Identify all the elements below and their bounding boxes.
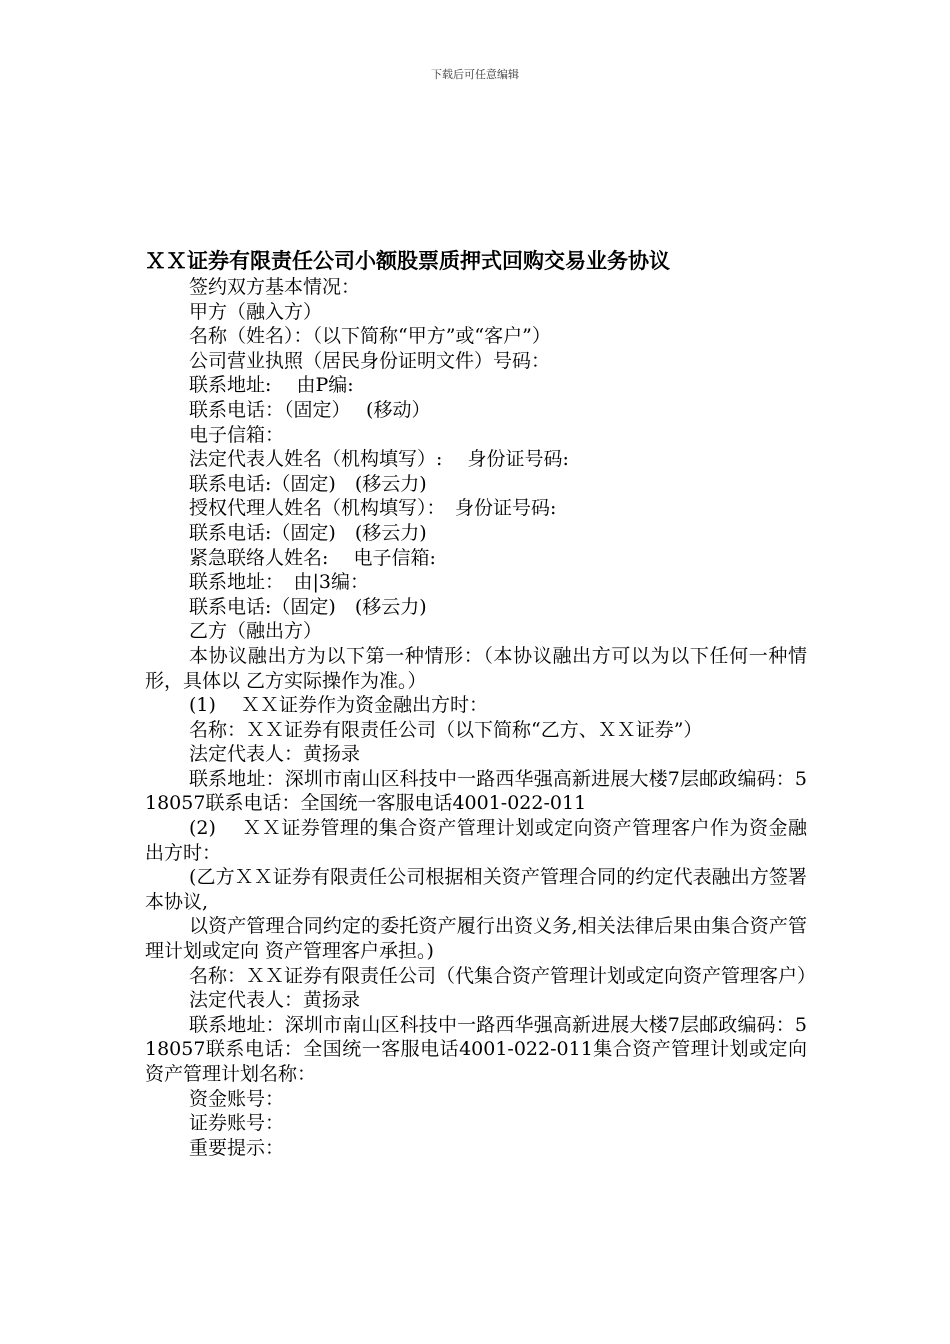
paragraph: 名称（姓名）：（以下简称“甲方”或“客户”）: [189, 325, 551, 348]
paragraph: 联系地址： 由|3编：: [189, 571, 369, 594]
paragraph: 重要提示：: [189, 1136, 285, 1159]
paragraph: 名称：ＸＸ证券有限责任公司（代集合资产管理计划或定向资产管理客户）: [189, 964, 817, 987]
paragraph: 以资产管理合同约定的委托资产履行出资义务,相关法律后果由集合资产管理计划或定向 资产管理客户承担。): [145, 915, 807, 963]
page-header-note: 下载后可任意编辑: [431, 68, 519, 81]
document-body: [145, 247, 817, 1160]
paragraph: 授权代理人姓名（机构填写）： 身份证号码:: [189, 497, 557, 520]
paragraph: 联系电话:（固定) (移云力): [189, 595, 427, 618]
paragraph: 公司营业执照（居民身份证明文件）号码：: [189, 349, 551, 372]
paragraph: 名称：ＸＸ证券有限责任公司（以下简称“乙方、ＸＸ证券”）: [189, 718, 703, 741]
paragraph: 资金账号：: [189, 1087, 285, 1110]
paragraph: 电子信箱：: [189, 423, 285, 446]
paragraph: 本协议融出方为以下第一种情形：（本协议融出方可以为以下任何一种情形，具体以 乙方实际操作为准。）: [145, 644, 807, 692]
paragraph: 联系地址：深圳市南山区科技中一路西华强高新进展大楼7层邮政编码：518057联系电话：全国统一客服电话4001-022-011集合资产管理计划或定向资产管理计划名称：: [145, 1013, 807, 1085]
paragraph: 法定代表人：黄扬录: [189, 743, 361, 766]
paragraph: 法定代表人姓名（机构填写）: 身份证号码:: [189, 448, 569, 471]
paragraph: 乙方（融出方）: [189, 620, 323, 643]
paragraph: 联系地址: 由P编:: [189, 374, 354, 397]
paragraph: 紧急联络人姓名: 电子信箱:: [189, 546, 436, 569]
paragraph: 联系地址：深圳市南山区科技中一路西华强高新进展大楼7层邮政编码：518057联系电话：全国统一客服电话4001-022-011: [145, 767, 807, 815]
document-title: ＸＸ证券有限责任公司小额股票质押式回购交易业务协议: [145, 248, 670, 273]
paragraph: (乙方ＸＸ证券有限责任公司根据相关资产管理合同的约定代表融出方签署本协议,: [145, 866, 807, 913]
paragraph: (1) ＸＸ证券作为资金融出方时：: [189, 694, 488, 717]
paragraph: 证券账号：: [189, 1112, 285, 1135]
paragraph: 联系电话：（固定） (移动）: [189, 398, 431, 421]
paragraph: (2) ＸＸ证券管理的集合资产管理计划或定向资产管理客户作为资金融出方时：: [145, 817, 807, 864]
paragraph: 联系电话:（固定) (移云力): [189, 521, 427, 544]
paragraph: 甲方（融入方）: [189, 300, 323, 323]
paragraph: 联系电话:（固定) (移云力): [189, 472, 427, 495]
paragraph: 法定代表人：黄扬录: [189, 989, 361, 1012]
paragraph: 签约双方基本情况：: [189, 276, 361, 298]
